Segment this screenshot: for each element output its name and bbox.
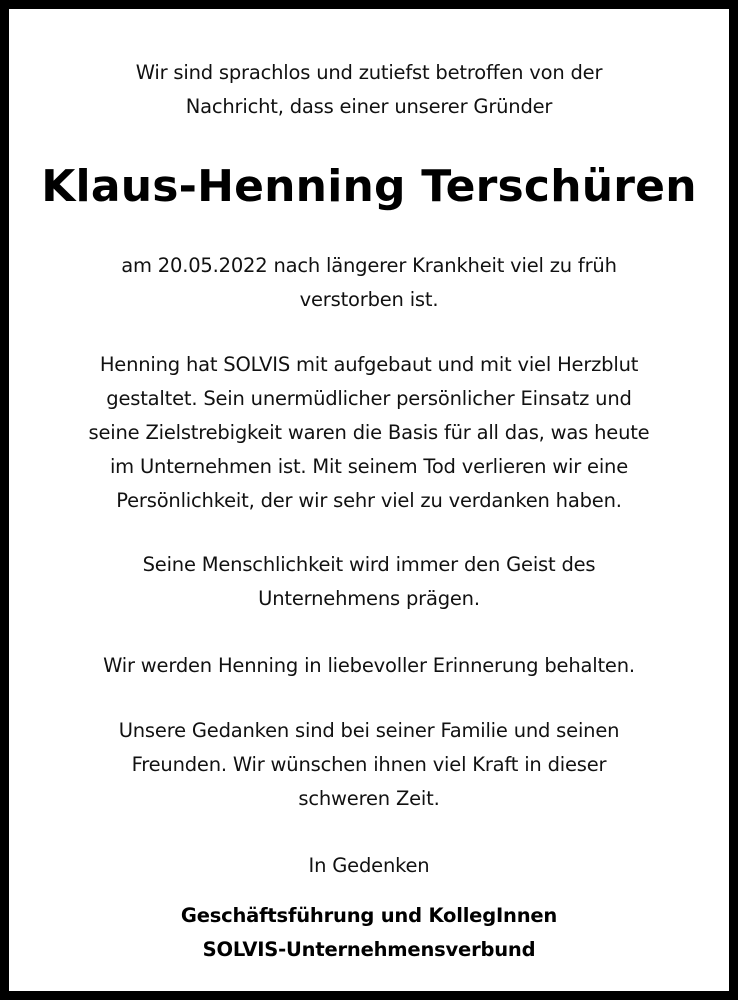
- humanity-line: Unternehmens prägen.: [258, 587, 480, 610]
- condolence-line: Freunden. Wir wünschen ihnen viel Kraft in dieser: [131, 753, 607, 776]
- intro-line: Wir sind sprachlos und zutiefst betroffen von der: [135, 61, 603, 84]
- signature-line: SOLVIS-Unternehmensverbund: [202, 938, 536, 961]
- notice-content: [9, 9, 729, 991]
- tribute-line: gestaltet. Sein unermüdlicher persönlicher Einsatz und: [106, 387, 632, 410]
- deceased-name: Klaus-Henning Terschüren: [41, 161, 697, 212]
- death-line: am 20.05.2022 nach längerer Krankheit viel zu früh: [121, 254, 617, 277]
- condolence-line: schweren Zeit.: [298, 787, 440, 810]
- signature-line: Geschäftsführung und KollegInnen: [180, 904, 558, 927]
- tribute-line: Henning hat SOLVIS mit aufgebaut und mit viel Herzblut: [99, 353, 639, 376]
- tribute-line: Persönlichkeit, der wir sehr viel zu verdanken haben.: [116, 489, 622, 512]
- death-date-text: [39, 249, 699, 317]
- tribute-line: im Unternehmen ist. Mit seinem Tod verlieren wir eine: [109, 455, 629, 478]
- closing-line: In Gedenken: [308, 854, 430, 877]
- humanity-paragraph: [39, 548, 699, 616]
- intro-text: [39, 56, 699, 124]
- signature-block: [39, 899, 699, 967]
- humanity-line: Seine Menschlichkeit wird immer den Geist des: [142, 553, 596, 576]
- condolence-paragraph: [39, 714, 699, 816]
- memory-paragraph: [39, 649, 699, 683]
- death-line: verstorben ist.: [299, 288, 439, 311]
- closing-text: [39, 849, 699, 883]
- condolence-line: Unsere Gedanken sind bei seiner Familie und seinen: [118, 719, 620, 742]
- memory-line: Wir werden Henning in liebevoller Erinnerung behalten.: [103, 654, 635, 677]
- tribute-line: seine Zielstrebigkeit waren die Basis für all das, was heute: [88, 421, 650, 444]
- intro-line: Nachricht, dass einer unserer Gründer: [185, 95, 553, 118]
- tribute-paragraph: [39, 348, 699, 518]
